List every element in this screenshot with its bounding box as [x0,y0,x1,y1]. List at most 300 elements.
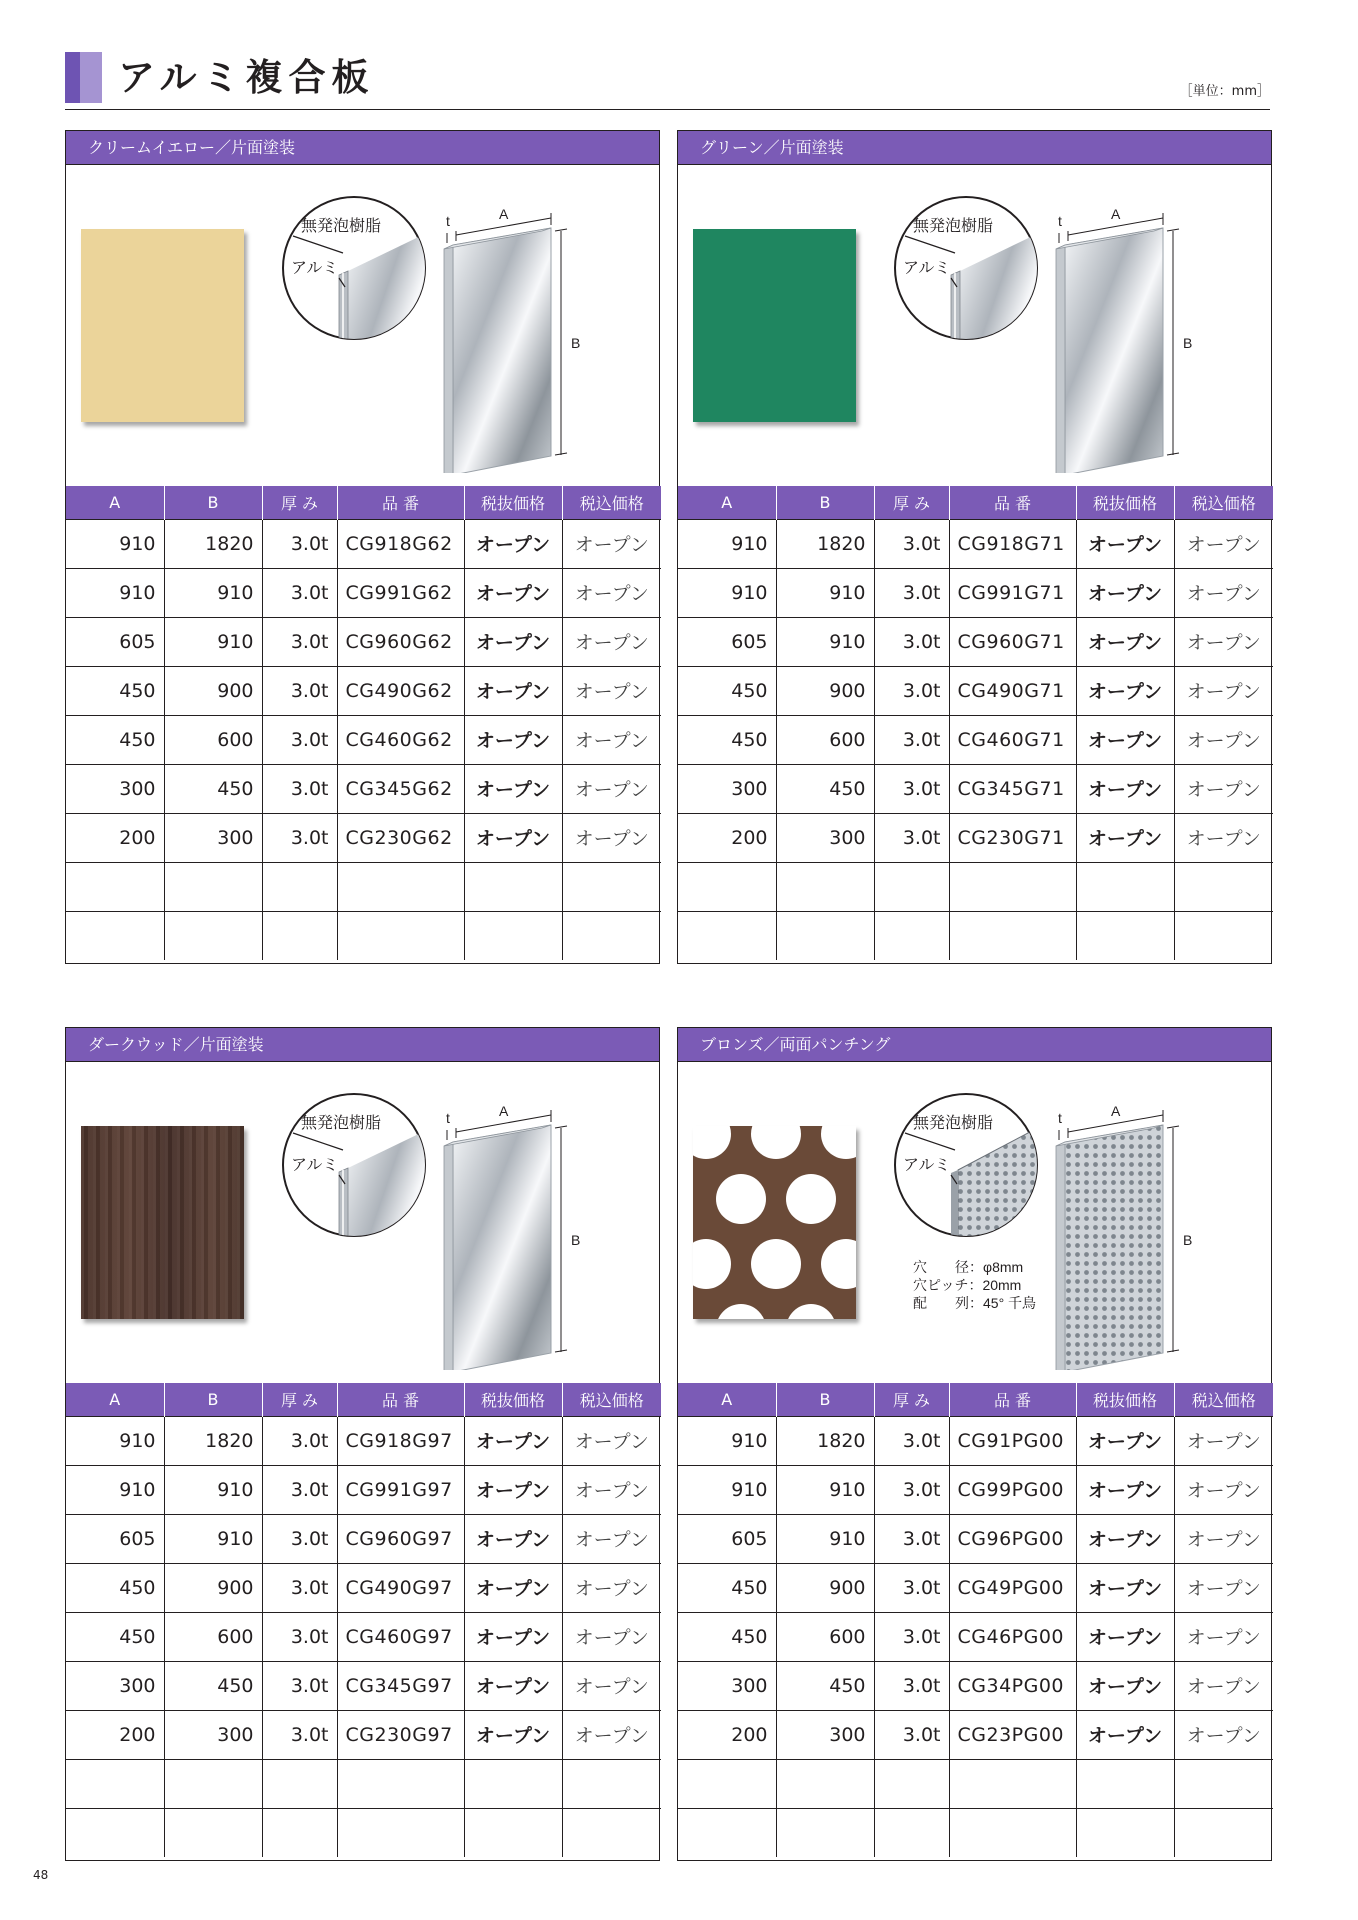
cell-price-excl-tax: オープン [1076,1514,1174,1563]
cell-price-excl-tax: オープン [464,1416,562,1465]
cell-b [164,911,262,960]
cell-a: 450 [678,666,776,715]
aluminum-label: アルミ [291,1157,339,1174]
cell-thickness: 3.0t [874,1563,949,1612]
table-row [678,1612,1273,1661]
cell-part-number: CG34PG00 [949,1661,1076,1710]
cell-a: 450 [678,715,776,764]
cell-b: 300 [776,1710,874,1759]
cell-thickness: 3.0t [262,1612,337,1661]
table-row [66,519,661,568]
table-row [678,813,1273,862]
cell-b: 910 [164,1465,262,1514]
cell-price-incl-tax: オープン [562,1661,661,1710]
cell-price-excl-tax: オープン [1076,813,1174,862]
panel-structure-diagram [281,173,646,473]
cell-b: 910 [164,617,262,666]
cell-a [678,862,776,911]
cell-a: 605 [66,1514,164,1563]
panel-title: ブロンズ／両面パンチング [678,1028,1271,1061]
cell-thickness: 3.0t [262,666,337,715]
panel-structure-diagram [893,1070,1258,1370]
cell-thickness: 3.0t [874,764,949,813]
cell-thickness: 3.0t [874,617,949,666]
table-row [678,764,1273,813]
cell-part-number [949,1808,1076,1857]
cell-b: 910 [164,568,262,617]
color-swatch-dark-wood [81,1126,244,1319]
cell-a: 910 [66,519,164,568]
product-illustration [66,1061,659,1383]
cell-price-excl-tax [464,911,562,960]
cell-a [678,1808,776,1857]
product-panel-dark-wood [65,1027,660,1861]
cell-price-incl-tax: オープン [562,1514,661,1563]
cell-thickness: 3.0t [874,568,949,617]
cell-b: 600 [776,1612,874,1661]
table-row [66,568,661,617]
cell-b: 600 [164,715,262,764]
panel-title: グリーン／片面塗装 [678,131,1271,164]
col-header-price-incl-tax: 税込価格 [1174,1383,1273,1416]
cell-part-number: CG99PG00 [949,1465,1076,1514]
cell-a [66,911,164,960]
cell-price-incl-tax [1174,1808,1273,1857]
cell-price-excl-tax: オープン [1076,568,1174,617]
col-header-b: B [776,486,874,519]
cell-thickness: 3.0t [262,519,337,568]
cell-price-excl-tax [1076,1759,1174,1808]
cell-part-number: CG230G62 [337,813,464,862]
cell-b: 450 [776,1661,874,1710]
cell-price-incl-tax: オープン [562,813,661,862]
table-row [678,715,1273,764]
cell-a: 910 [66,1465,164,1514]
cell-price-excl-tax: オープン [464,1661,562,1710]
cell-price-incl-tax: オープン [562,568,661,617]
cell-price-excl-tax: オープン [1076,1563,1174,1612]
cell-b: 450 [776,764,874,813]
aluminum-label: アルミ [903,260,951,277]
cell-part-number: CG91PG00 [949,1416,1076,1465]
panel-title: ダークウッド／片面塗装 [66,1028,659,1061]
cell-price-incl-tax: オープン [1174,1710,1273,1759]
cell-b: 1820 [164,519,262,568]
cell-price-excl-tax: オープン [464,1710,562,1759]
cell-price-excl-tax: オープン [1076,1661,1174,1710]
cell-a: 450 [66,715,164,764]
empty-table-row [678,1759,1273,1808]
col-header-b: B [776,1383,874,1416]
cell-thickness: 3.0t [262,1465,337,1514]
page-number: 48 [33,1868,49,1882]
product-panel-green [677,130,1272,964]
cell-part-number: CG490G62 [337,666,464,715]
unit-label: ［単位：mm］ [1179,84,1270,99]
product-panel-cream-yellow [65,130,660,964]
cell-a: 450 [66,1563,164,1612]
col-header-thickness: 厚 み [262,1383,337,1416]
aluminum-label: アルミ [291,260,339,277]
cell-thickness: 3.0t [262,764,337,813]
cell-part-number: CG345G97 [337,1661,464,1710]
structure-diagram-svg [281,1070,646,1370]
cell-price-incl-tax [562,1759,661,1808]
cell-part-number [949,1759,1076,1808]
cell-a: 605 [678,1514,776,1563]
cell-b: 300 [776,813,874,862]
cell-b: 600 [164,1612,262,1661]
page-title: アルミ複合板 [118,56,375,99]
col-header-b: B [164,1383,262,1416]
panel-structure-diagram [893,173,1258,473]
table-row [66,1465,661,1514]
table-header-row [66,486,661,519]
perforation-hole [693,1126,731,1159]
cell-b: 1820 [776,519,874,568]
table-row [678,617,1273,666]
cell-a: 450 [678,1563,776,1612]
col-header-price-incl-tax: 税込価格 [1174,486,1273,519]
table-row [678,1710,1273,1759]
color-swatch-green [693,229,856,422]
cell-b [776,1759,874,1808]
cell-price-excl-tax: オープン [464,1563,562,1612]
cell-a: 910 [678,1416,776,1465]
table-header-row [678,486,1273,519]
cell-price-excl-tax: オープン [464,813,562,862]
cell-price-incl-tax: オープン [1174,666,1273,715]
cell-thickness: 3.0t [874,1465,949,1514]
thickness-dimension-label: t [446,1110,450,1126]
cell-b: 910 [776,1465,874,1514]
cell-b: 1820 [776,1416,874,1465]
cell-b: 600 [776,715,874,764]
structure-diagram-svg [281,173,646,473]
cell-thickness: 3.0t [874,1416,949,1465]
foam-resin-label: 無発泡樹脂 [913,1115,994,1132]
col-header-thickness: 厚 み [262,486,337,519]
width-dimension-label: A [1111,206,1121,222]
cell-thickness: 3.0t [262,715,337,764]
cell-price-incl-tax: オープン [1174,1514,1273,1563]
height-dimension-label: B [1183,335,1193,351]
col-header-price-excl-tax: 税抜価格 [464,486,562,519]
cell-a [66,862,164,911]
cell-price-excl-tax: オープン [1076,1416,1174,1465]
cell-b: 1820 [164,1416,262,1465]
empty-table-row [678,1808,1273,1857]
cell-part-number: CG960G97 [337,1514,464,1563]
table-row [66,813,661,862]
cell-b: 910 [776,568,874,617]
cell-part-number: CG991G71 [949,568,1076,617]
cell-thickness [262,1808,337,1857]
cell-price-excl-tax: オープン [1076,1465,1174,1514]
empty-table-row [66,911,661,960]
cell-part-number: CG918G62 [337,519,464,568]
cell-b: 910 [776,617,874,666]
table-row [678,1465,1273,1514]
cell-thickness [874,911,949,960]
cell-part-number: CG345G62 [337,764,464,813]
height-dimension-label: B [571,335,581,351]
header-divider [65,109,1270,110]
cell-a: 910 [678,519,776,568]
col-header-part-number: 品 番 [949,486,1076,519]
cell-thickness: 3.0t [874,519,949,568]
table-row [678,1514,1273,1563]
col-header-thickness: 厚 み [874,1383,949,1416]
cell-price-excl-tax [464,1759,562,1808]
cell-price-excl-tax: オープン [464,519,562,568]
cell-b: 910 [776,1514,874,1563]
cell-b: 300 [164,1710,262,1759]
perforation-hole [716,1304,766,1319]
cell-part-number: CG345G71 [949,764,1076,813]
cell-a: 605 [678,617,776,666]
cell-b: 910 [164,1514,262,1563]
col-header-a: A [66,1383,164,1416]
cell-part-number: CG991G62 [337,568,464,617]
cell-b: 900 [776,666,874,715]
table-row [66,715,661,764]
cell-part-number [949,862,1076,911]
height-dimension-label: B [1183,1232,1193,1248]
cell-price-incl-tax: オープン [1174,1612,1273,1661]
panel-structure-diagram [281,1070,646,1370]
cell-price-incl-tax: オープン [562,617,661,666]
cell-b [164,1808,262,1857]
perforation-hole [821,1239,856,1289]
table-row [678,1563,1273,1612]
cell-part-number: CG46PG00 [949,1612,1076,1661]
cell-price-excl-tax: オープン [1076,617,1174,666]
cell-price-incl-tax [562,1808,661,1857]
cell-price-incl-tax: オープン [1174,1416,1273,1465]
cell-part-number [337,911,464,960]
cell-thickness [262,862,337,911]
cell-price-excl-tax [464,862,562,911]
cell-price-excl-tax: オープン [1076,666,1174,715]
spec-table [66,1383,661,1857]
cell-a: 450 [66,666,164,715]
cell-a: 200 [66,1710,164,1759]
cell-price-incl-tax: オープン [1174,1563,1273,1612]
cell-b: 900 [164,1563,262,1612]
table-row [66,1661,661,1710]
cell-price-incl-tax [562,911,661,960]
cell-part-number: CG49PG00 [949,1563,1076,1612]
cell-thickness: 3.0t [262,1661,337,1710]
table-row [678,519,1273,568]
cell-price-incl-tax [1174,911,1273,960]
cell-a [66,1808,164,1857]
col-header-part-number: 品 番 [337,1383,464,1416]
table-row [66,1416,661,1465]
col-header-price-excl-tax: 税抜価格 [1076,1383,1174,1416]
cell-thickness [874,1808,949,1857]
cell-thickness [874,862,949,911]
height-dimension-label: B [571,1232,581,1248]
width-dimension-label: A [499,1103,509,1119]
table-row [66,666,661,715]
hole-arrangement-spec: 配 列：45° 千鳥 [913,1295,1037,1311]
cell-a: 910 [678,568,776,617]
col-header-price-excl-tax: 税抜価格 [1076,486,1174,519]
structure-diagram-svg [893,173,1258,473]
cell-thickness: 3.0t [262,1514,337,1563]
cell-part-number [949,911,1076,960]
cell-b: 900 [164,666,262,715]
foam-resin-label: 無発泡樹脂 [301,218,382,235]
thickness-dimension-label: t [1058,1110,1062,1126]
cell-price-excl-tax: オープン [1076,764,1174,813]
cell-thickness: 3.0t [874,1612,949,1661]
table-row [66,617,661,666]
aluminum-label: アルミ [903,1157,951,1174]
cell-thickness [262,1759,337,1808]
cell-price-incl-tax: オープン [1174,1465,1273,1514]
cell-a: 300 [678,764,776,813]
cell-price-incl-tax: オープン [1174,1661,1273,1710]
cell-thickness: 3.0t [874,715,949,764]
cell-part-number: CG230G97 [337,1710,464,1759]
cell-price-incl-tax [1174,862,1273,911]
cell-price-excl-tax: オープン [464,568,562,617]
cell-price-incl-tax: オープン [562,764,661,813]
cell-thickness: 3.0t [262,813,337,862]
table-row [66,1710,661,1759]
cell-b: 450 [164,764,262,813]
cell-price-excl-tax: オープン [1076,1710,1174,1759]
perforation-hole [716,1174,766,1224]
cell-part-number: CG460G62 [337,715,464,764]
cell-a: 910 [66,1416,164,1465]
cell-a [66,1759,164,1808]
cell-thickness: 3.0t [874,813,949,862]
width-dimension-label: A [499,206,509,222]
cell-price-incl-tax: オープン [562,1416,661,1465]
cell-part-number: CG490G71 [949,666,1076,715]
cell-a: 450 [678,1612,776,1661]
thickness-dimension-label: t [446,213,450,229]
cell-a: 300 [66,764,164,813]
cell-part-number: CG918G97 [337,1416,464,1465]
cell-thickness: 3.0t [874,1661,949,1710]
cell-a: 200 [66,813,164,862]
col-header-thickness: 厚 み [874,486,949,519]
col-header-price-incl-tax: 税込価格 [562,1383,661,1416]
cell-price-excl-tax: オープン [1076,1612,1174,1661]
cell-price-incl-tax: オープン [1174,764,1273,813]
empty-table-row [678,911,1273,960]
empty-table-row [66,862,661,911]
cell-a: 910 [66,568,164,617]
cell-price-incl-tax: オープン [1174,617,1273,666]
cell-b: 900 [776,1563,874,1612]
cell-thickness: 3.0t [874,1710,949,1759]
width-dimension-label: A [1111,1103,1121,1119]
col-header-a: A [678,486,776,519]
table-row [678,666,1273,715]
col-header-part-number: 品 番 [337,486,464,519]
cell-thickness: 3.0t [262,1563,337,1612]
cell-a: 300 [66,1661,164,1710]
cell-b [776,862,874,911]
col-header-price-excl-tax: 税抜価格 [464,1383,562,1416]
cell-a: 910 [678,1465,776,1514]
foam-resin-label: 無発泡樹脂 [301,1115,382,1132]
cell-price-excl-tax: オープン [1076,715,1174,764]
cell-price-incl-tax [1174,1759,1273,1808]
cell-thickness: 3.0t [262,617,337,666]
cell-b [164,1759,262,1808]
col-header-b: B [164,486,262,519]
cell-price-incl-tax: オープン [562,666,661,715]
cell-price-incl-tax: オープン [562,1710,661,1759]
cell-part-number: CG460G97 [337,1612,464,1661]
cell-part-number: CG960G62 [337,617,464,666]
cell-thickness: 3.0t [262,1710,337,1759]
panel-title: クリームイエロー／片面塗装 [66,131,659,164]
cell-price-incl-tax: オープン [1174,813,1273,862]
thickness-dimension-label: t [1058,213,1062,229]
table-row [66,1563,661,1612]
cell-price-incl-tax: オープン [562,1563,661,1612]
cell-price-excl-tax: オープン [464,1612,562,1661]
table-header-row [66,1383,661,1416]
cell-thickness [874,1759,949,1808]
cell-price-excl-tax: オープン [464,617,562,666]
cell-price-excl-tax [1076,862,1174,911]
perforation-hole [821,1126,856,1159]
cell-part-number: CG918G71 [949,519,1076,568]
cell-b [776,911,874,960]
cell-price-excl-tax: オープン [464,666,562,715]
perforation-hole [786,1174,836,1224]
cell-part-number: CG960G71 [949,617,1076,666]
cell-a: 300 [678,1661,776,1710]
perforation-hole [693,1239,731,1289]
cell-price-excl-tax: オープン [464,715,562,764]
color-swatch-cream-yellow [81,229,244,422]
cell-a: 605 [66,617,164,666]
table-row [678,1416,1273,1465]
cell-a [678,1759,776,1808]
cell-price-incl-tax: オープン [562,715,661,764]
cell-price-incl-tax: オープン [1174,519,1273,568]
cell-thickness: 3.0t [262,568,337,617]
cell-part-number [337,1808,464,1857]
table-row [66,764,661,813]
cell-a: 200 [678,1710,776,1759]
col-header-price-incl-tax: 税込価格 [562,486,661,519]
perforation-hole [786,1304,836,1319]
cell-thickness [262,911,337,960]
col-header-part-number: 品 番 [949,1383,1076,1416]
spec-table [66,486,661,960]
cell-part-number: CG23PG00 [949,1710,1076,1759]
cell-price-incl-tax: オープン [1174,568,1273,617]
cell-part-number: CG991G97 [337,1465,464,1514]
col-header-a: A [66,486,164,519]
table-row [66,1514,661,1563]
cell-part-number: CG230G71 [949,813,1076,862]
cell-thickness: 3.0t [262,1416,337,1465]
cell-price-excl-tax [464,1808,562,1857]
empty-table-row [66,1759,661,1808]
